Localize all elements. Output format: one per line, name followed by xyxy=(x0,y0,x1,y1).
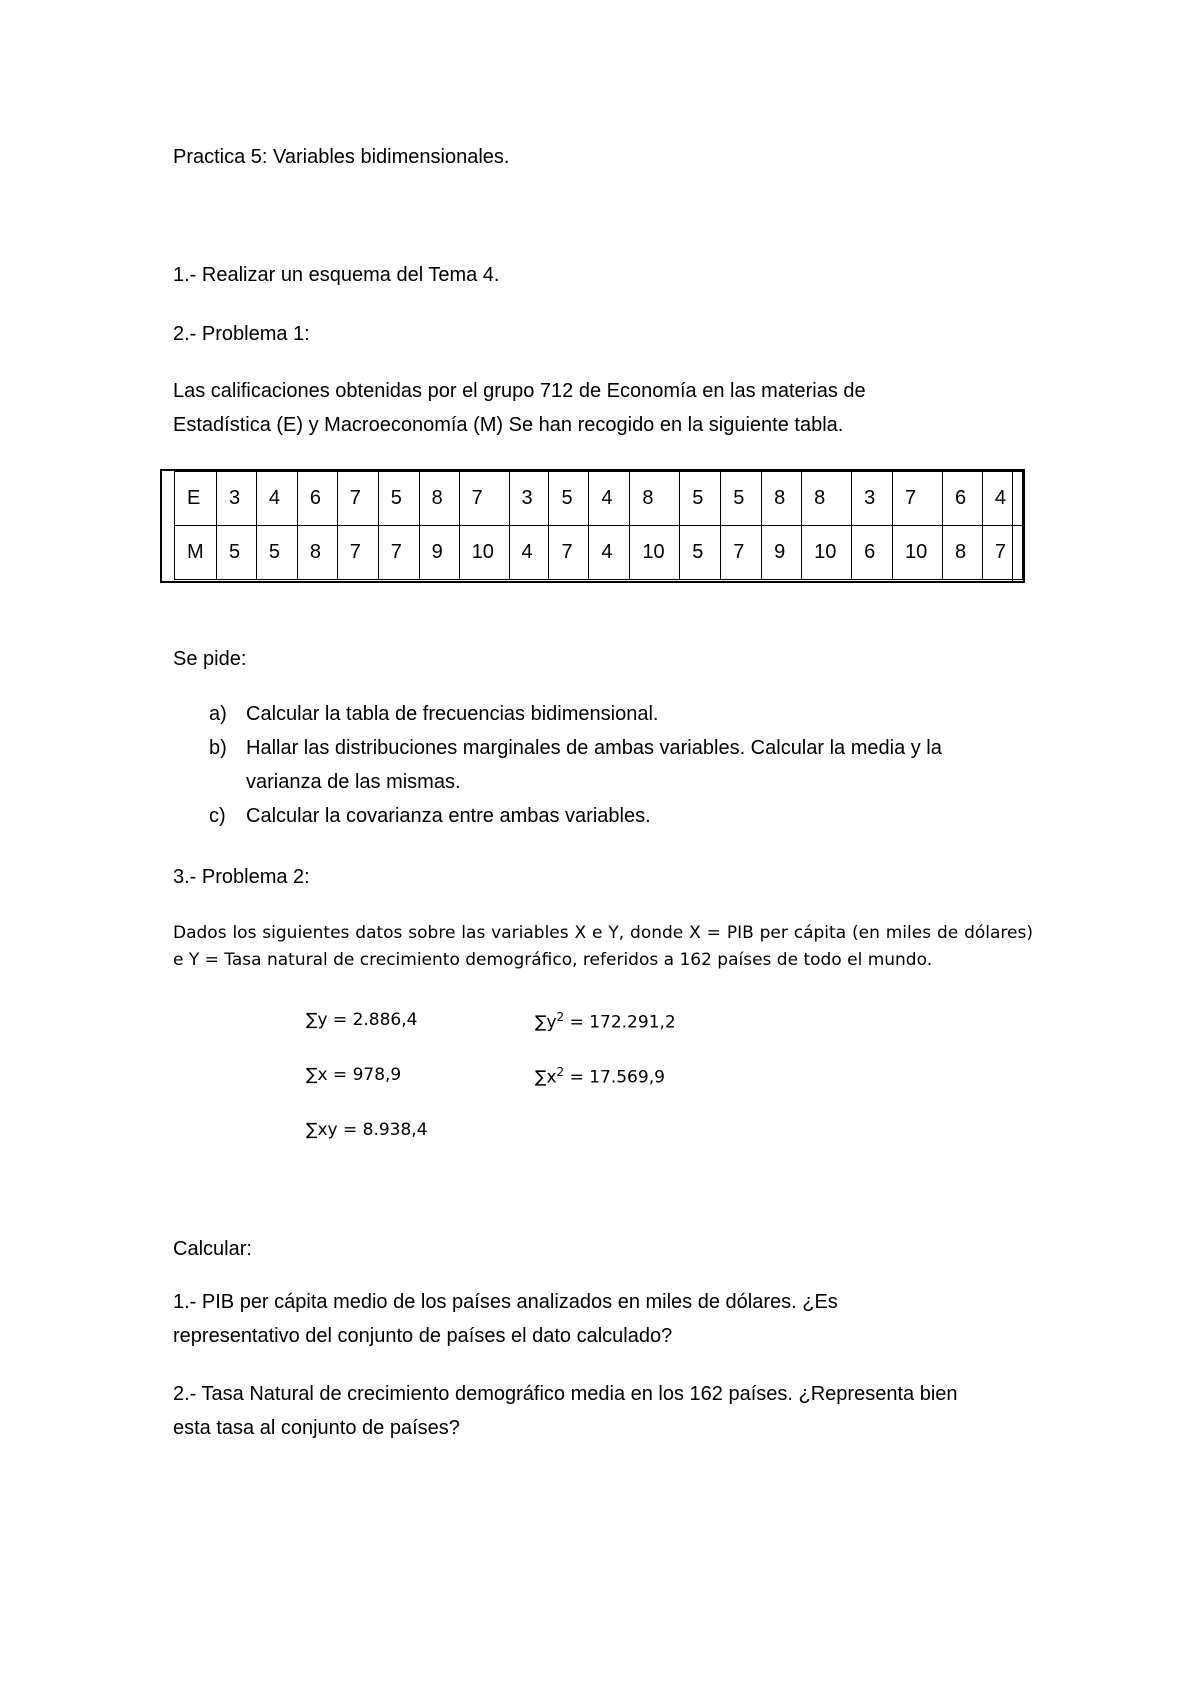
grades-cell: 8 xyxy=(297,526,337,580)
se-pide-label: Se pide: xyxy=(173,648,247,670)
grades-cell: 4 xyxy=(256,472,297,526)
sum-x2-base: ∑x xyxy=(535,1067,557,1088)
grades-cell: 5 xyxy=(680,526,721,580)
question-1-line2: representativo del conjunto de países el dato calculado? xyxy=(173,1325,673,1347)
problem1-text-line2: Estadística (E) y Macroeconomía (M) Se han recogido en la siguiente tabla. xyxy=(173,414,844,436)
grades-row-m xyxy=(175,526,1023,580)
grades-cell: 3 xyxy=(216,472,256,526)
grades-row-label: M xyxy=(175,526,217,580)
ask-marker: b) xyxy=(209,737,227,759)
asks-list xyxy=(173,697,1046,833)
grades-cell: 8 xyxy=(762,472,802,526)
grades-cell: 6 xyxy=(297,472,337,526)
question-1-line1: 1.- PIB per cápita medio de los países analizados en miles de dólares. ¿Es xyxy=(173,1291,838,1313)
grades-row-label: E xyxy=(175,472,217,526)
grades-cell: 8 xyxy=(419,472,459,526)
sum-x2-value: = 17.569,9 xyxy=(569,1067,665,1088)
ask-text: Calcular la covarianza entre ambas variables. xyxy=(246,805,651,827)
grades-cell: 4 xyxy=(589,472,630,526)
grades-cell: 9 xyxy=(419,526,459,580)
question-2-line1: 2.- Tasa Natural de crecimiento demográfico media en los 162 países. ¿Representa bien xyxy=(173,1383,958,1405)
table-edge-rule xyxy=(1012,471,1013,581)
ask-item-b xyxy=(173,731,1046,799)
question-2-line2: esta tasa al conjunto de países? xyxy=(173,1417,460,1439)
grades-cell: 7 xyxy=(337,526,378,580)
sum-y2-base: ∑y xyxy=(535,1012,557,1033)
ask-item-c xyxy=(173,799,1046,833)
grades-cell: 5 xyxy=(721,472,762,526)
grades-cell: 3 xyxy=(852,472,893,526)
grades-cell: 5 xyxy=(378,472,419,526)
grades-cell: 6 xyxy=(942,472,982,526)
grades-cell: 9 xyxy=(762,526,802,580)
grades-cell: 4 xyxy=(509,526,549,580)
grades-cell: 10 xyxy=(459,526,509,580)
grades-cell: 8 xyxy=(630,472,680,526)
sum-y2-exp: 2 xyxy=(556,1010,565,1024)
item-1-heading: 1.- Realizar un esquema del Tema 4. xyxy=(173,264,500,286)
ask-item-a xyxy=(173,697,1046,731)
grades-cell: 8 xyxy=(802,472,852,526)
sum-x: ∑x = 978,9 xyxy=(306,1065,402,1085)
item-2-heading: 2.- Problema 1: xyxy=(173,323,310,345)
grades-cell: 7 xyxy=(459,472,509,526)
grades-cell: 10 xyxy=(802,526,852,580)
sum-y2-value: = 172.291,2 xyxy=(569,1012,676,1033)
grades-row-e xyxy=(175,472,1023,526)
grades-cell: 5 xyxy=(549,472,589,526)
problem2-intro: Dados los siguientes datos sobre las variables X e Y, donde X = PIB per cápita (en miles de dólares) e Y = Tasa natural de crecimiento demográfico, referidos a 162 países de todo el mundo. xyxy=(173,923,1033,970)
sum-xy: ∑xy = 8.938,4 xyxy=(306,1120,428,1140)
sum-y-squared xyxy=(535,1010,676,1033)
grades-cell: 8 xyxy=(942,526,982,580)
ask-marker: a) xyxy=(209,703,227,725)
grades-table-frame xyxy=(160,469,1025,583)
grades-cell: 10 xyxy=(893,526,943,580)
sum-y: ∑y = 2.886,4 xyxy=(306,1010,418,1030)
grades-cell: 5 xyxy=(216,526,256,580)
calcular-label: Calcular: xyxy=(173,1238,252,1260)
grades-cell: 7 xyxy=(549,526,589,580)
ask-marker: c) xyxy=(209,805,226,827)
grades-cell: 7 xyxy=(337,472,378,526)
grades-cell: 4 xyxy=(589,526,630,580)
sum-x-squared xyxy=(535,1065,665,1088)
grades-cell: 5 xyxy=(680,472,721,526)
ask-text-cont: varianza de las mismas. xyxy=(246,771,461,793)
problem1-text-line1: Las calificaciones obtenidas por el grupo 712 de Economía en las materias de xyxy=(173,380,866,402)
grades-cell: 3 xyxy=(509,472,549,526)
grades-cell: 10 xyxy=(630,526,680,580)
page-title: Practica 5: Variables bidimensionales. xyxy=(173,146,510,168)
grades-cell: 4 xyxy=(982,472,1022,526)
ask-text: Calcular la tabla de frecuencias bidimensional. xyxy=(246,703,659,725)
sum-x2-exp: 2 xyxy=(556,1065,565,1079)
grades-table xyxy=(174,471,1023,580)
grades-cell: 6 xyxy=(852,526,893,580)
item-3-heading: 3.- Problema 2: xyxy=(173,866,310,888)
grades-cell: 7 xyxy=(893,472,943,526)
grades-cell: 7 xyxy=(721,526,762,580)
grades-cell: 5 xyxy=(256,526,297,580)
grades-cell: 7 xyxy=(378,526,419,580)
grades-cell: 7 xyxy=(982,526,1022,580)
ask-text: Hallar las distribuciones marginales de ambas variables. Calcular la media y la xyxy=(246,737,942,759)
